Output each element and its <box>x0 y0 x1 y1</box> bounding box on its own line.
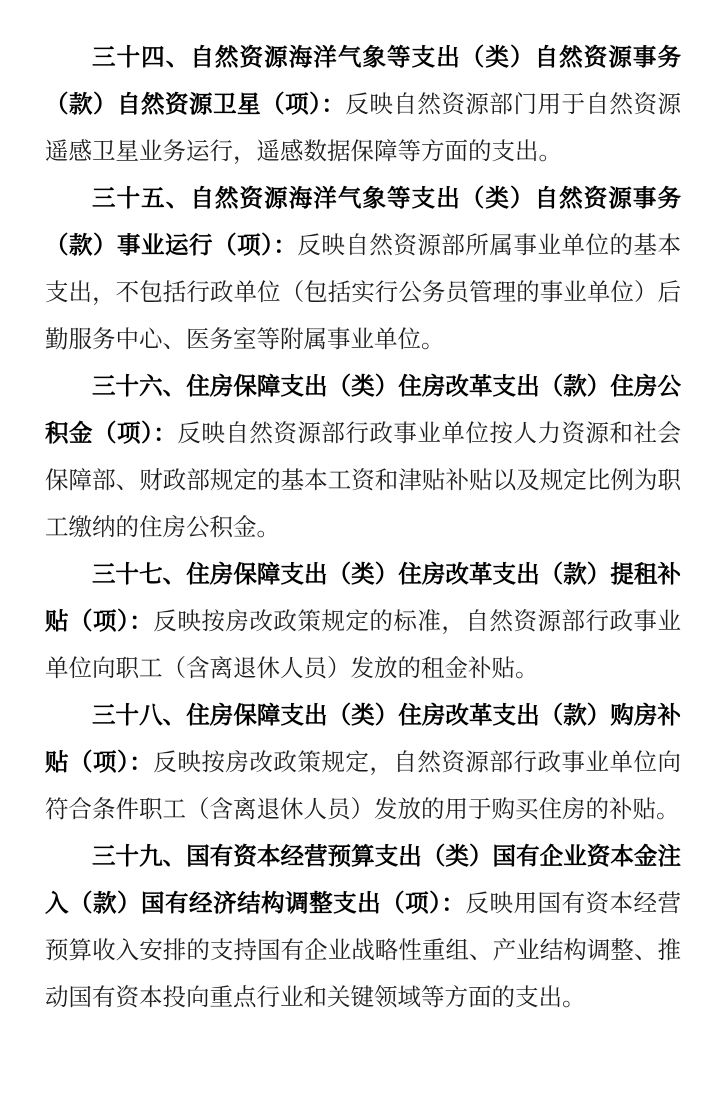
clause-heading: 三十七、住房保障支出（类）住房改革支出（款）提租补贴（项）： <box>45 560 681 635</box>
clause-heading: 三十五、自然资源海洋气象等支出（类）自然资源事务（款）事业运行（项）： <box>45 184 681 259</box>
clause-heading: 三十九、国有资本经营预算支出（类）国有企业资本金注入（款）国有经济结构调整支出（项）： <box>45 842 681 917</box>
clause-heading: 三十六、住房保障支出（类）住房改革支出（款）住房公积金（项）： <box>45 372 681 447</box>
clause-heading: 三十四、自然资源海洋气象等支出（类）自然资源事务（款）自然资源卫星（项）： <box>45 43 681 118</box>
paragraph-clause-38 <box>45 692 681 833</box>
clause-heading: 三十八、住房保障支出（类）住房改革支出（款）购房补贴（项）： <box>45 701 681 776</box>
clause-body: 反映自然资源部所属事业单位的基本支出，不包括行政单位（包括实行公务员管理的事业单位）后勤服务中心、医务室等附属事业单位。 <box>45 231 682 353</box>
paragraph-clause-39 <box>45 833 681 1021</box>
paragraph-clause-36 <box>45 363 681 551</box>
clause-body: 反映按房改政策规定，自然资源部行政事业单位向符合条件职工（含离退休人员）发放的用于购买住房的补贴。 <box>45 748 682 823</box>
clause-body: 反映用国有资本经营预算收入安排的支持国有企业战略性重组、产业结构调整、推动国有资本投向重点行业和关键领域等方面的支出。 <box>45 889 682 1011</box>
paragraph-clause-35 <box>45 175 681 363</box>
clause-body: 反映自然资源部门用于自然资源遥感卫星业务运行，遥感数据保障等方面的支出。 <box>45 90 681 165</box>
clause-body: 反映按房改政策规定的标准，自然资源部行政事业单位向职工（含离退休人员）发放的租金补贴。 <box>45 607 682 682</box>
paragraph-clause-37 <box>45 551 681 692</box>
clause-body: 反映自然资源部行政事业单位按人力资源和社会保障部、财政部规定的基本工资和津贴补贴以及规定比例为职工缴纳的住房公积金。 <box>45 419 682 541</box>
paragraph-clause-34 <box>45 34 681 175</box>
